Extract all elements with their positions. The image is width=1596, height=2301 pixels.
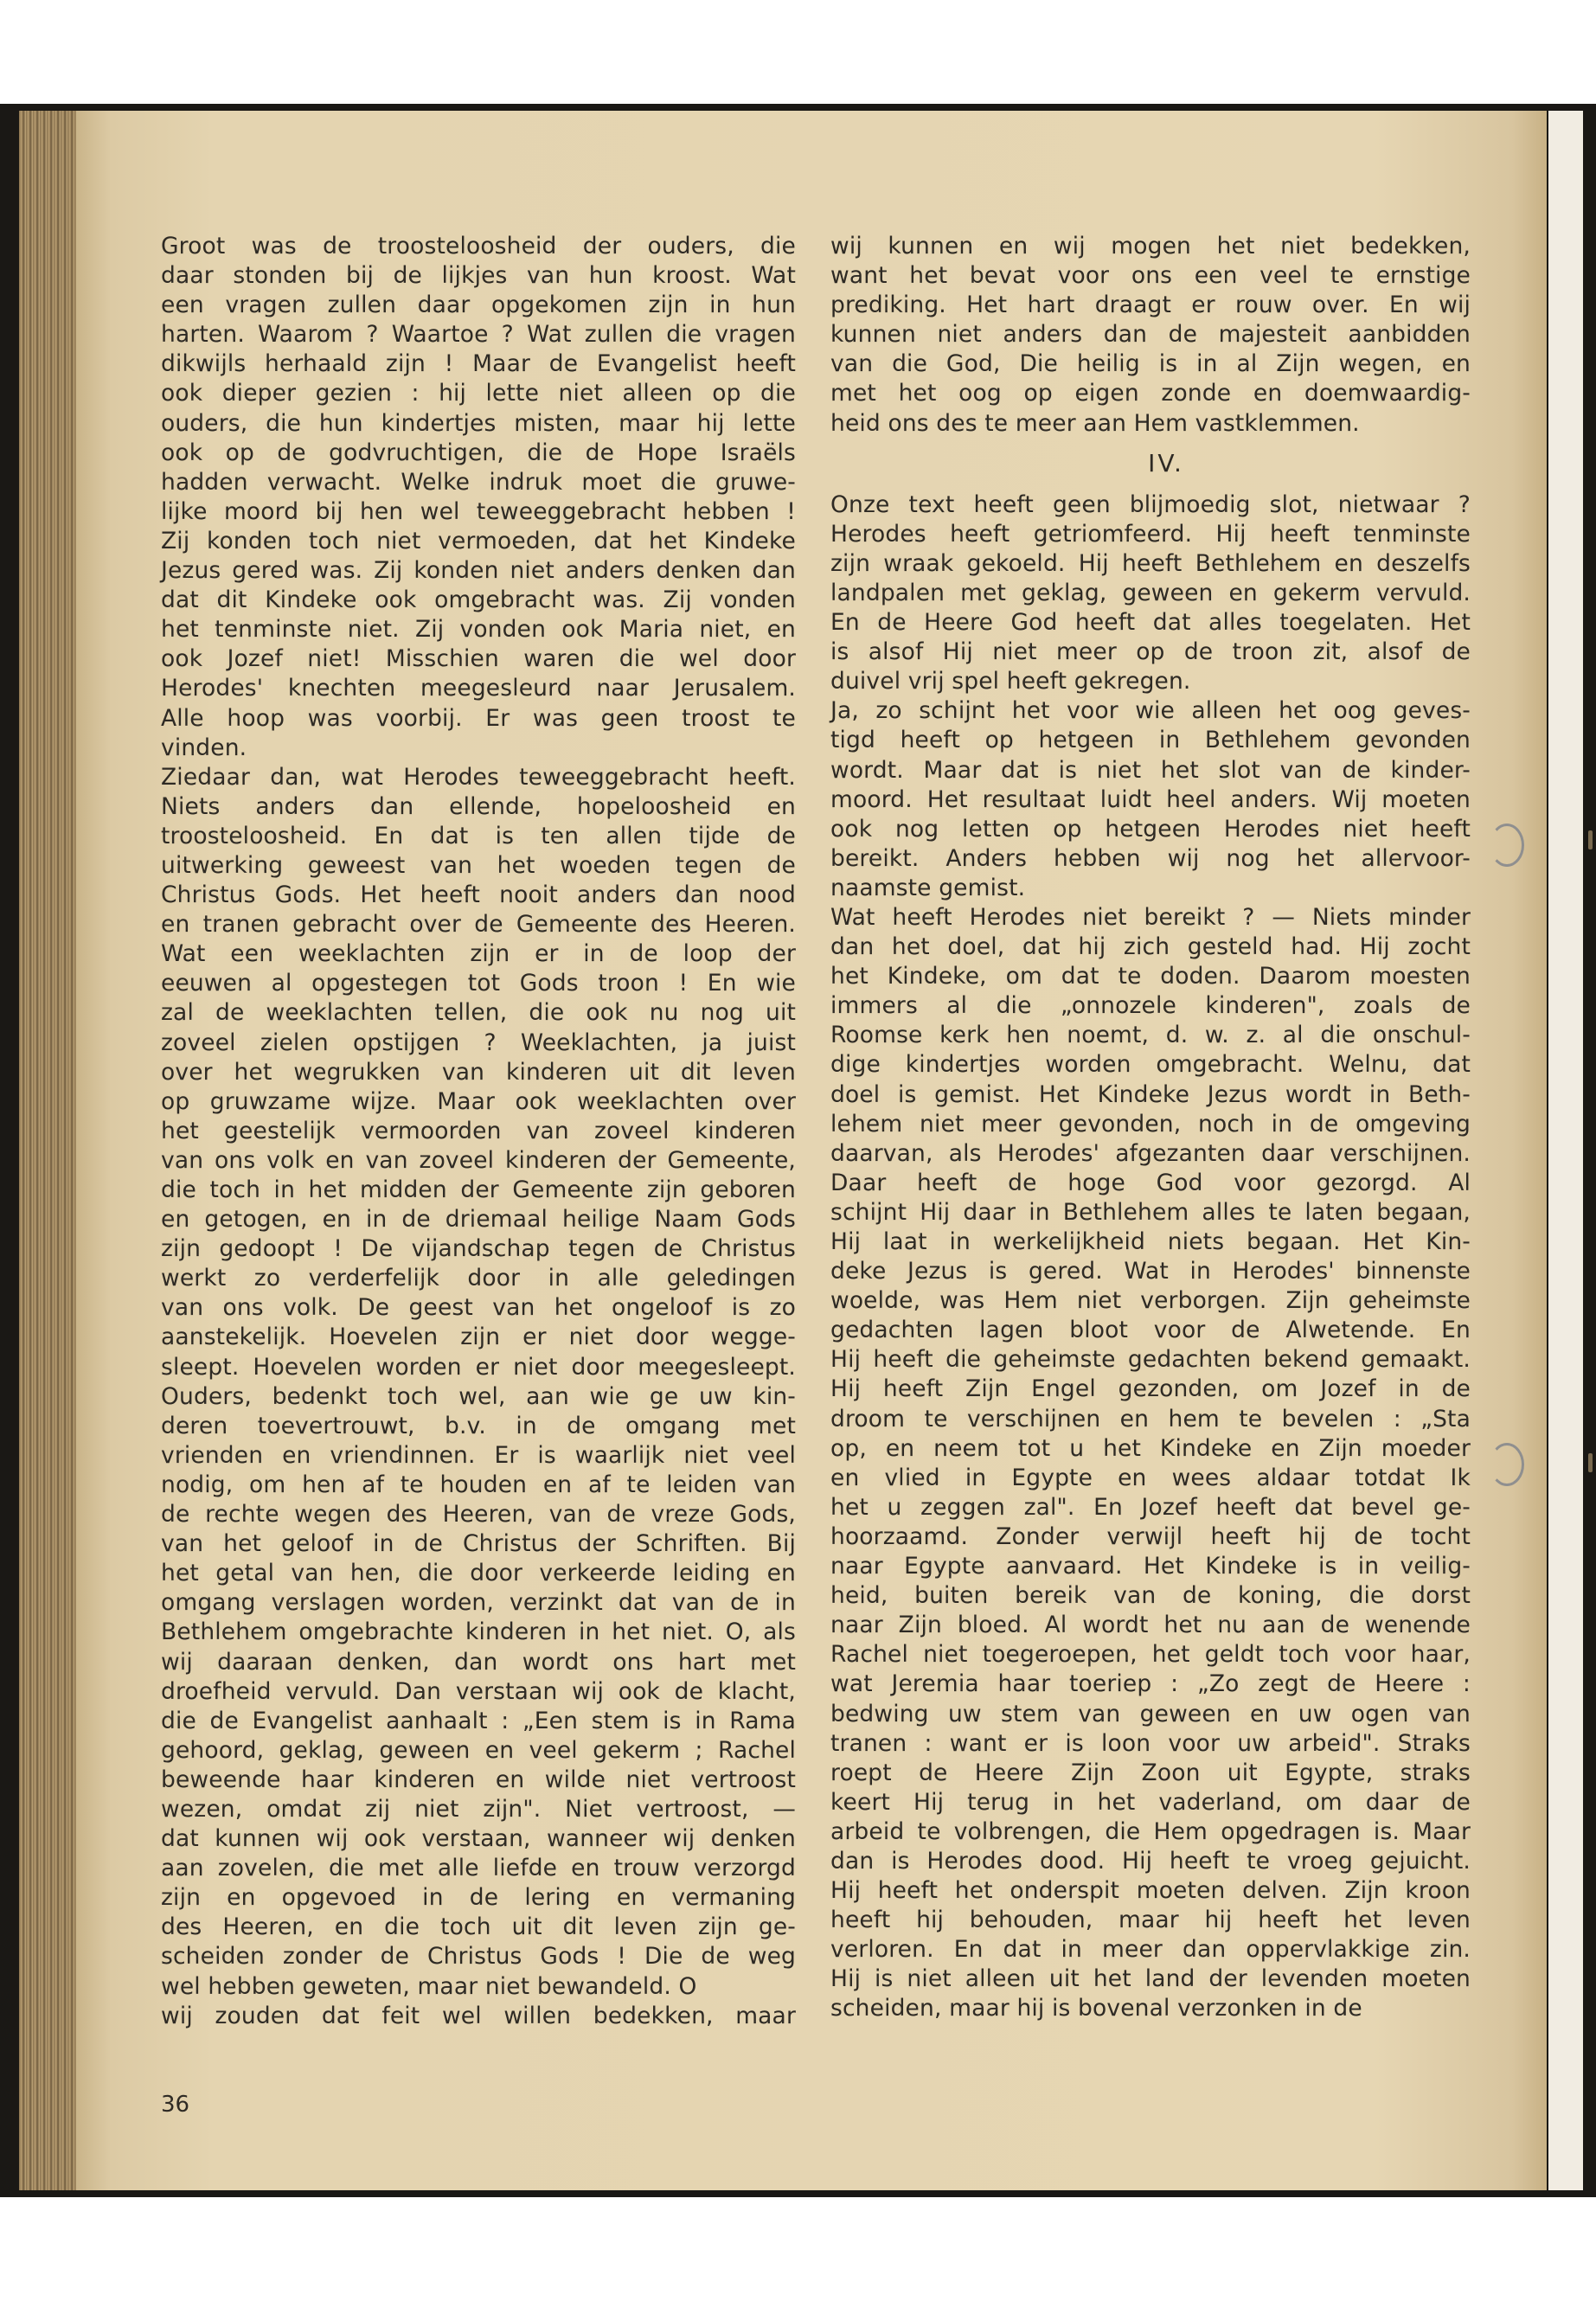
text-line: heeft hij behouden, maar hij heeft het leven [830, 1907, 1471, 1934]
text-line: zal de weeklachten tellen, die ook nu nog uit [161, 999, 796, 1027]
text-line: daarvan, als Herodes' afgezanten daar verschijnen. [830, 1139, 1471, 1167]
text-line: Niets anders dan ellende, hopeloosheid en [161, 792, 796, 820]
text-line: doel is gemist. Het Kindeke Jezus wordt in Beth- [830, 1080, 1471, 1108]
text-line: heid ons des te meer aan Hem vastklemmen. [830, 409, 1360, 437]
text-line: nodig, om hen af te houden en af te leiden van [161, 1471, 796, 1498]
text-line: Bethlehem omgebrachte kinderen in het niet. O, als [161, 1618, 796, 1646]
text-line: lehem niet meer gevonden, noch in de omgeving [830, 1110, 1471, 1138]
text-line: een vragen zullen daar opgekomen zijn in hun [161, 292, 796, 319]
text-line: dat kunnen wij ook verstaan, wanneer wij denken [161, 1825, 796, 1853]
text-line: naar Egypte aanvaard. Het Kindeke is in veilig- [830, 1553, 1471, 1580]
text-line: die toch in het midden der Gemeente zijn geboren [161, 1176, 796, 1203]
text-line: heid, buiten bereik van de koning, die dorst [830, 1582, 1471, 1610]
text-line: aanstekelijk. Hoevelen zijn er niet door wegge- [161, 1324, 796, 1351]
text-line: eeuwen al opgestegen tot Gods troon ! En wie [161, 970, 796, 997]
text-line: Herodes' knechten meegesleurd naar Jerusalem. [161, 675, 796, 702]
text-line: moord. Het resultaat luidt heel anders. Wij moeten [830, 785, 1471, 813]
text-line: landpalen met geklag, geween en gekerm vervuld. [830, 579, 1471, 606]
text-line: Roomse kerk hen noemt, d. w. z. al die onschul- [830, 1022, 1471, 1049]
text-line: het u zeggen zal". En Jozef heeft dat bevel ge- [830, 1493, 1471, 1521]
binder-clip-top-mark [1490, 824, 1524, 867]
text-line: Zij konden toch niet vermoeden, dat het Kindeke [161, 527, 796, 554]
text-line: naar Zijn bloed. Al wordt het nu aan de wenende [830, 1612, 1471, 1639]
text-line: troosteloosheid. En dat is ten allen tijde de [161, 822, 796, 849]
text-line: op, en neem tot u het Kindeke en Zijn moeder [830, 1434, 1471, 1462]
text-line: schijnt Hij daar in Bethlehem alles te laten begaan, [830, 1198, 1471, 1226]
text-line: gedachten lagen bloot voor de Alwetende. En [830, 1317, 1471, 1344]
text-line: aan zovelen, die met alle liefde en trouw verzorgd [161, 1855, 796, 1882]
text-line: is alsof Hij niet meer op de troon zit, alsof de [830, 638, 1471, 666]
text-line: het Kindeke, om dat te doden. Daarom moesten [830, 963, 1471, 990]
text-line: immers al die „onnozele kinderen", zoals de [830, 992, 1471, 1020]
text-line: wordt. Maar dat is niet het slot van de kinder- [830, 756, 1471, 784]
text-line: des Heeren, en die toch uit dit leven zijn ge- [161, 1913, 796, 1941]
text-line: het geestelijk vermoorden van zoveel kinderen [161, 1117, 796, 1144]
text-line: deren toevertrouwt, b.v. in de omgang met [161, 1412, 796, 1439]
text-line: ouders, die hun kindertjes misten, maar hij lette [161, 409, 796, 437]
text-line: Hij is niet alleen uit het land der levenden moeten [830, 1965, 1471, 1993]
text-line: Wat een weeklachten zijn er in de loop der [161, 940, 796, 968]
text-line: over het wegrukken van kinderen uit dit leven [161, 1058, 796, 1086]
text-line: vrienden en vriendinnen. Er is waarlijk niet veel [161, 1441, 796, 1469]
text-line: hadden verwacht. Welke indruk moet die gruwe- [161, 468, 796, 496]
text-line: dan het doel, dat hij zich gesteld had. Hij zocht [830, 933, 1471, 961]
text-line: Ziedaar dan, wat Herodes teweeggebracht heeft. [161, 763, 796, 791]
text-line: uitwerking geweest van het woeden tegen de [161, 851, 796, 879]
text-line: Wat heeft Herodes niet bereikt ? — Niets minder [830, 903, 1471, 931]
text-line: scheiden zonder de Christus Gods ! Die de weg [161, 1943, 796, 1971]
text-line: kunnen niet anders dan de majesteit aanbidden [830, 321, 1471, 349]
text-line: omgang verslagen worden, verzinkt dat van de in [161, 1589, 796, 1617]
text-line: van die God, Die heilig is in al Zijn wegen, en [830, 350, 1471, 378]
text-line: wat Jeremia haar toeriep : „Zo zegt de Heere : [830, 1670, 1471, 1698]
text-line: Ouders, bedenkt toch wel, aan wie ge uw kin- [161, 1382, 796, 1410]
text-line: harten. Waarom ? Waartoe ? Wat zullen die vragen [161, 321, 796, 349]
text-line: vinden. [161, 734, 247, 761]
text-line: van ons volk en van zoveel kinderen der Gemeente, [161, 1146, 796, 1174]
text-line: beweende haar kinderen en wilde niet vertroost [161, 1766, 796, 1793]
text-line: Daar heeft de hoge God voor gezorgd. Al [830, 1169, 1471, 1196]
text-line: en getogen, en in de driemaal heilige Naam Gods [161, 1206, 796, 1234]
right-column-body [830, 490, 1471, 2024]
text-line: roept de Heere Zijn Zoon uit Egypte, straks [830, 1759, 1471, 1786]
right-text-column [830, 232, 1471, 2024]
text-line: naamste gemist. [830, 874, 1026, 901]
right-column-top-paragraph [830, 232, 1471, 439]
text-line: tranen : want er is loon voor uw arbeid". Straks [830, 1729, 1471, 1757]
text-line: van het geloof in de Christus der Schriften. Bij [161, 1530, 796, 1558]
text-line: Herodes heeft getriomfeerd. Hij heeft tenminste [830, 520, 1471, 548]
text-line: dikwijls herhaald zijn ! Maar de Evangelist heeft [161, 350, 796, 378]
text-line: deke Jezus is gered. Wat in Herodes' binnenste [830, 1258, 1471, 1285]
text-line: droom te verschijnen en hem te bevelen : „Sta [830, 1405, 1471, 1433]
text-line: bereikt. Anders hebben wij nog het allervoor- [830, 844, 1471, 872]
text-line: gehoord, geklag, geween en veel gekerm ; Rachel [161, 1736, 796, 1764]
text-line: van ons volk. De geest van het ongeloof is zo [161, 1294, 796, 1322]
text-line: dat dit Kindeke ook omgebracht was. Zij vonden [161, 586, 796, 614]
text-line: hoorzaamd. Zonder verwijl heeft hij de tocht [830, 1522, 1471, 1550]
text-line: Rachel niet toegeroepen, het geldt toch voor haar, [830, 1641, 1471, 1669]
text-line: Groot was de troosteloosheid der ouders, die [161, 233, 796, 260]
text-line: en vlied in Egypte en wees aldaar totdat Ik [830, 1464, 1471, 1491]
text-line: dan is Herodes dood. Hij heeft te vroeg gejuicht. [830, 1847, 1471, 1875]
text-line: wezen, omdat zij niet zijn". Niet vertroost, — [161, 1795, 796, 1823]
text-line: droefheid vervuld. Dan verstaan wij ook de klacht, [161, 1677, 796, 1705]
text-line: wij kunnen en wij mogen het niet bedekken, [830, 233, 1471, 260]
text-line: Christus Gods. Het heeft nooit anders dan nood [161, 881, 796, 909]
text-line: woelde, was Hem niet verborgen. Zijn geheimste [830, 1287, 1471, 1315]
text-line: Jezus gered was. Zij konden niet anders denken dan [161, 557, 796, 585]
text-line: keert Hij terug in het vaderland, om daar de [830, 1788, 1471, 1816]
left-text-column [161, 232, 796, 2031]
text-line: tigd heeft op hetgeen in Bethlehem gevonden [830, 727, 1471, 754]
text-line: verloren. En dat in meer dan oppervlakkige zin. [830, 1936, 1471, 1964]
text-line: wij daaraan denken, dan wordt ons hart met [161, 1648, 796, 1676]
text-line: zoveel zielen opstijgen ? Weeklachten, ja juist [161, 1029, 796, 1056]
text-line: En de Heere God heeft dat alles toegelaten. Het [830, 609, 1471, 637]
text-line: het tenminste niet. Zij vonden ook Maria niet, en [161, 616, 796, 644]
text-line: prediking. Het hart draagt er rouw over. En wij [830, 292, 1471, 319]
text-line: die de Evangelist aanhaalt : „Een stem is in Rama [161, 1707, 796, 1734]
text-line: Hij heeft het onderspit moeten delven. Zijn kroon [830, 1877, 1471, 1905]
text-line: scheiden, maar hij is bovenal verzonken in de [830, 1995, 1362, 2022]
page-number: 36 [161, 2092, 190, 2118]
text-line: Onze text heeft geen blijmoedig slot, nietwaar ? [830, 490, 1471, 518]
text-line: sleept. Hoevelen worden er niet door meegesleept. [161, 1353, 796, 1381]
text-line: daar stonden bij de lijkjes van hun kroost. Wat [161, 262, 796, 290]
text-line: ook dieper gezien : hij lette niet alleen op die [161, 380, 796, 407]
text-line: zijn en opgevoed in de lering en vermaning [161, 1884, 796, 1912]
text-line: op gruwzame wijze. Maar ook weeklachten over [161, 1087, 796, 1115]
text-line: bedwing uw stem van geween en uw ogen van [830, 1700, 1471, 1727]
text-line: met het oog op eigen zonde en doemwaardig- [830, 380, 1471, 407]
text-line: ook op de godvruchtigen, die de Hope Israëls [161, 439, 796, 466]
text-line: wel hebben geweten, maar niet bewandeld. O [161, 1972, 697, 2000]
text-line: de rechte wegen des Heeren, van de vreze Gods, [161, 1501, 796, 1529]
margin-tick-bottom [1588, 1453, 1593, 1472]
text-line: Hij laat in werkelijkheid niets begaan. Het Kin- [830, 1228, 1471, 1255]
margin-tick-top [1588, 830, 1593, 849]
text-line: arbeid te volbrengen, die Hem opgedragen is. Maar [830, 1817, 1471, 1845]
text-line: Ja, zo schijnt het voor wie alleen het oog geves- [830, 697, 1471, 725]
text-line: Hij heeft Zijn Engel gezonden, om Jozef in de [830, 1375, 1471, 1403]
text-line: Hij heeft die geheimste gedachten bekend gemaakt. [830, 1346, 1471, 1374]
text-line: zijn wraak gekoeld. Hij heeft Bethlehem en deszelfs [830, 549, 1471, 577]
text-line: want het bevat voor ons een veel te ernstige [830, 262, 1471, 290]
binder-clip-bottom-mark [1490, 1443, 1524, 1486]
text-line: en tranen gebracht over de Gemeente des Heeren. [161, 911, 796, 939]
text-line: wij zouden dat feit wel willen bedekken, maar [161, 2002, 796, 2029]
text-line: lijke moord bij hen wel teweeggebracht hebben ! [161, 497, 796, 525]
text-line: zijn gedoopt ! De vijandschap tegen de Christus [161, 1235, 796, 1263]
next-page-strip [1548, 111, 1583, 2190]
text-line: werkt zo verderfelijk door in alle geledingen [161, 1265, 796, 1292]
text-line: ook nog letten op hetgeen Herodes niet heeft [830, 815, 1471, 843]
text-line: duivel vrij spel heeft gekregen. [830, 668, 1191, 695]
section-heading: IV. [1148, 448, 1184, 478]
text-line: het getal van hen, die door verkeerde leiding en [161, 1560, 796, 1587]
text-line: ook Jozef niet! Misschien waren die wel door [161, 645, 796, 673]
text-line: dige kindertjes worden omgebracht. Welnu, dat [830, 1051, 1471, 1079]
book-page-edges [19, 111, 81, 2190]
text-line: Alle hoop was voorbij. Er was geen troost te [161, 704, 796, 732]
